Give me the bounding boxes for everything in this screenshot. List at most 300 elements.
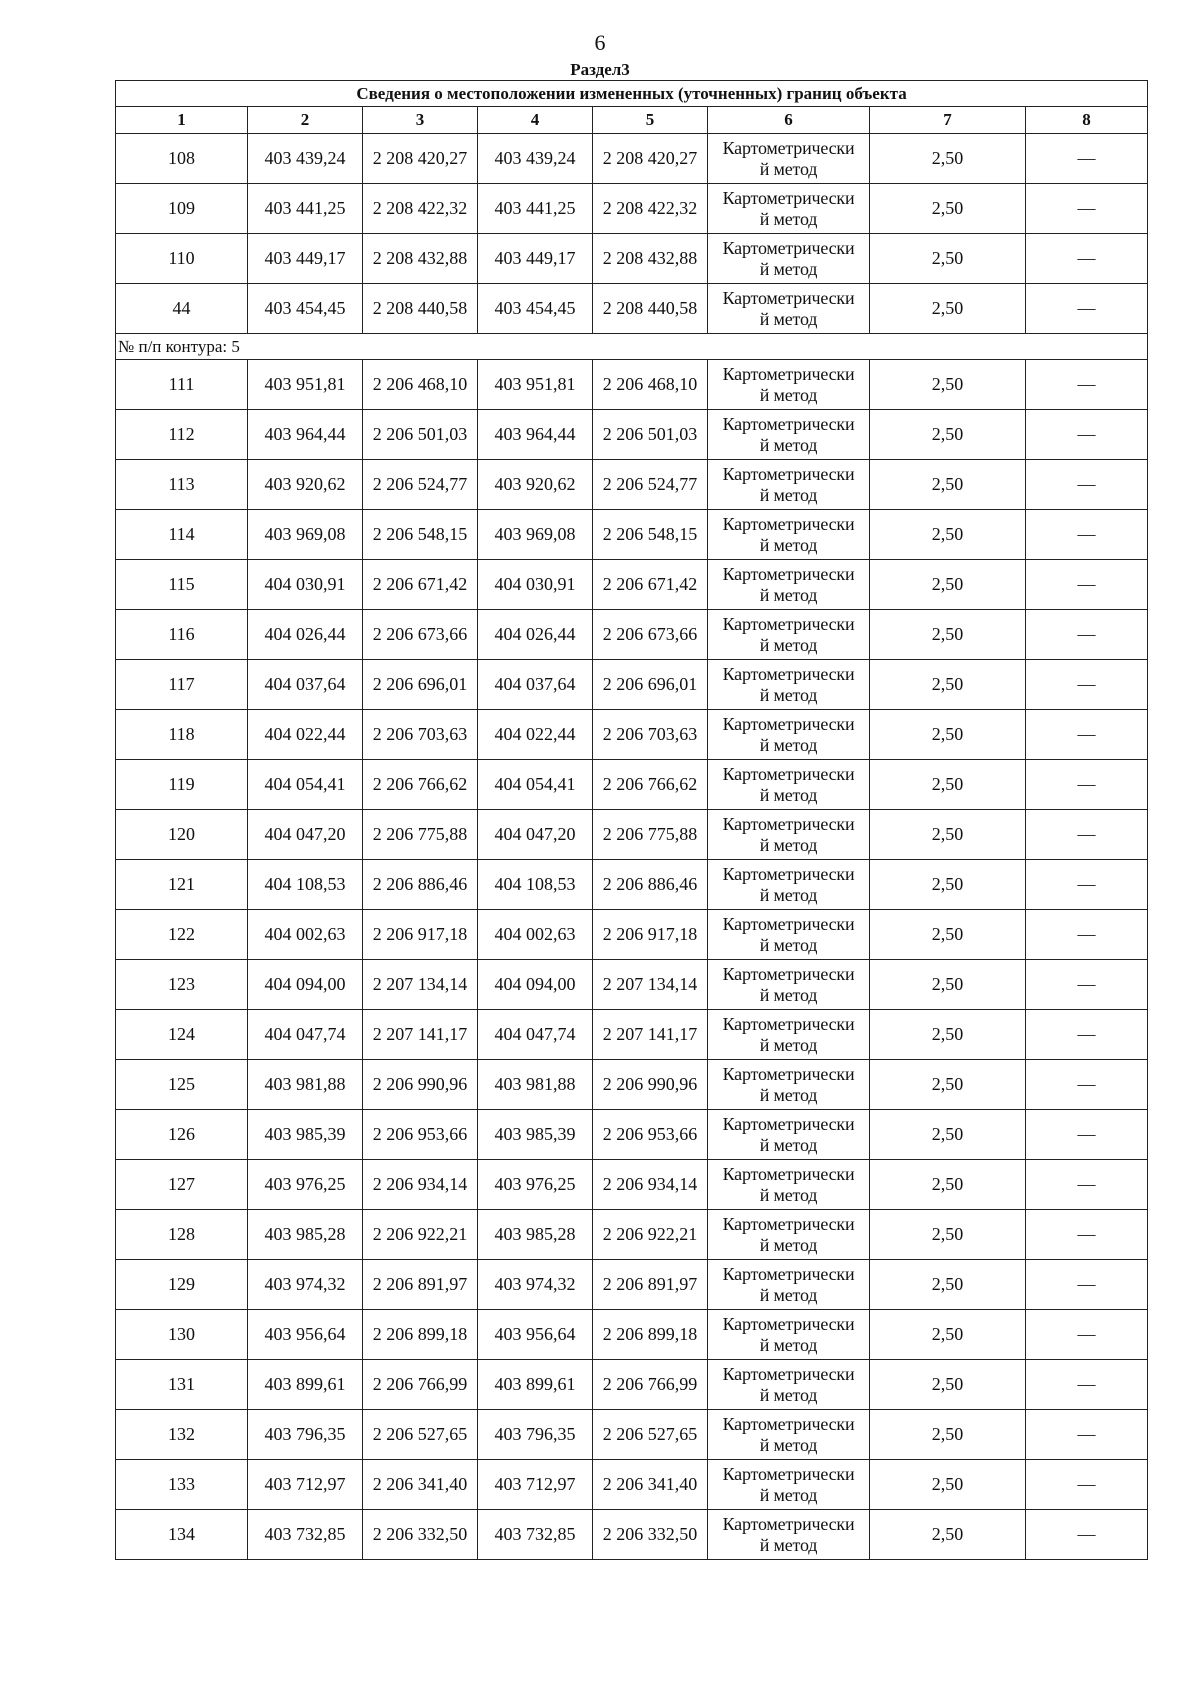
method-line-2: й метод bbox=[759, 258, 818, 279]
coord-x-new-cell: 403 956,64 bbox=[478, 1310, 593, 1360]
method-cell bbox=[708, 184, 870, 234]
method-line-1: Картометрически bbox=[722, 237, 855, 258]
coord-y-new-cell: 2 208 432,88 bbox=[593, 234, 708, 284]
method-line-2: й метод bbox=[759, 1334, 818, 1355]
accuracy-cell: 2,50 bbox=[870, 234, 1026, 284]
method-cell bbox=[708, 284, 870, 334]
accuracy-cell: 2,50 bbox=[870, 1310, 1026, 1360]
point-number-cell: 125 bbox=[116, 1060, 248, 1110]
point-number-cell: 124 bbox=[116, 1010, 248, 1060]
method-line-2: й метод bbox=[759, 1034, 818, 1055]
accuracy-cell: 2,50 bbox=[870, 184, 1026, 234]
coord-y-existing-cell: 2 206 990,96 bbox=[363, 1060, 478, 1110]
method-cell bbox=[708, 234, 870, 284]
coord-x-new-cell: 404 026,44 bbox=[478, 610, 593, 660]
coord-y-existing-cell: 2 208 432,88 bbox=[363, 234, 478, 284]
method-line-1: Картометрически bbox=[722, 713, 855, 734]
coord-x-new-cell: 404 047,74 bbox=[478, 1010, 593, 1060]
coord-y-existing-cell: 2 207 134,14 bbox=[363, 960, 478, 1010]
coord-x-new-cell: 403 976,25 bbox=[478, 1160, 593, 1210]
method-line-1: Картометрически bbox=[722, 1313, 855, 1334]
coord-y-existing-cell: 2 206 341,40 bbox=[363, 1460, 478, 1510]
coord-y-new-cell: 2 206 673,66 bbox=[593, 610, 708, 660]
description-cell: — bbox=[1026, 760, 1148, 810]
table-row bbox=[116, 1360, 1148, 1410]
method-line-1: Картометрически bbox=[722, 287, 855, 308]
coord-x-existing-cell: 403 712,97 bbox=[248, 1460, 363, 1510]
point-number-cell: 112 bbox=[116, 410, 248, 460]
coord-y-new-cell: 2 206 341,40 bbox=[593, 1460, 708, 1510]
description-cell: — bbox=[1026, 1410, 1148, 1460]
method-line-1: Картометрически bbox=[722, 1013, 855, 1034]
point-number-cell: 122 bbox=[116, 910, 248, 960]
accuracy-cell: 2,50 bbox=[870, 1210, 1026, 1260]
table-row bbox=[116, 810, 1148, 860]
method-line-1: Картометрически bbox=[722, 1063, 855, 1084]
coord-x-existing-cell: 403 969,08 bbox=[248, 510, 363, 560]
table-row bbox=[116, 510, 1148, 560]
description-cell: — bbox=[1026, 1160, 1148, 1210]
method-cell bbox=[708, 760, 870, 810]
method-line-2: й метод bbox=[759, 208, 818, 229]
description-cell: — bbox=[1026, 234, 1148, 284]
coord-y-existing-cell: 2 208 440,58 bbox=[363, 284, 478, 334]
coord-x-new-cell: 403 981,88 bbox=[478, 1060, 593, 1110]
method-line-2: й метод bbox=[759, 484, 818, 505]
table-row bbox=[116, 1010, 1148, 1060]
coord-y-new-cell: 2 206 524,77 bbox=[593, 460, 708, 510]
coord-x-existing-cell: 404 094,00 bbox=[248, 960, 363, 1010]
method-cell bbox=[708, 1160, 870, 1210]
method-line-2: й метод bbox=[759, 534, 818, 555]
column-number-row bbox=[116, 107, 1148, 134]
coord-y-existing-cell: 2 206 703,63 bbox=[363, 710, 478, 760]
method-line-2: й метод bbox=[759, 834, 818, 855]
coord-y-new-cell: 2 206 775,88 bbox=[593, 810, 708, 860]
coord-x-existing-cell: 403 976,25 bbox=[248, 1160, 363, 1210]
coord-x-new-cell: 403 969,08 bbox=[478, 510, 593, 560]
accuracy-cell: 2,50 bbox=[870, 1160, 1026, 1210]
method-line-2: й метод bbox=[759, 584, 818, 605]
coord-y-new-cell: 2 206 922,21 bbox=[593, 1210, 708, 1260]
accuracy-cell: 2,50 bbox=[870, 1260, 1026, 1310]
coord-x-existing-cell: 404 047,20 bbox=[248, 810, 363, 860]
method-line-2: й метод bbox=[759, 1134, 818, 1155]
coord-x-existing-cell: 404 026,44 bbox=[248, 610, 363, 660]
point-number-cell: 118 bbox=[116, 710, 248, 760]
column-number: 1 bbox=[116, 107, 248, 134]
contour-label: № п/п контура: 5 bbox=[116, 334, 1148, 360]
column-number: 6 bbox=[708, 107, 870, 134]
method-line-1: Картометрически bbox=[722, 463, 855, 484]
coord-y-new-cell: 2 206 886,46 bbox=[593, 860, 708, 910]
table-row bbox=[116, 410, 1148, 460]
coord-x-new-cell: 404 037,64 bbox=[478, 660, 593, 710]
coord-x-new-cell: 403 920,62 bbox=[478, 460, 593, 510]
point-number-cell: 113 bbox=[116, 460, 248, 510]
coord-y-new-cell: 2 207 141,17 bbox=[593, 1010, 708, 1060]
coord-x-new-cell: 403 985,28 bbox=[478, 1210, 593, 1260]
coord-x-existing-cell: 403 985,39 bbox=[248, 1110, 363, 1160]
method-cell bbox=[708, 860, 870, 910]
coord-y-existing-cell: 2 206 775,88 bbox=[363, 810, 478, 860]
table-row bbox=[116, 284, 1148, 334]
point-number-cell: 115 bbox=[116, 560, 248, 610]
description-cell: — bbox=[1026, 1260, 1148, 1310]
accuracy-cell: 2,50 bbox=[870, 560, 1026, 610]
coord-y-new-cell: 2 206 527,65 bbox=[593, 1410, 708, 1460]
coord-x-existing-cell: 403 899,61 bbox=[248, 1360, 363, 1410]
accuracy-cell: 2,50 bbox=[870, 1460, 1026, 1510]
description-cell: — bbox=[1026, 360, 1148, 410]
point-number-cell: 116 bbox=[116, 610, 248, 660]
method-line-1: Картометрически bbox=[722, 1213, 855, 1234]
method-cell bbox=[708, 1310, 870, 1360]
method-line-1: Картометрически bbox=[722, 363, 855, 384]
coord-x-new-cell: 403 899,61 bbox=[478, 1360, 593, 1410]
coord-y-new-cell: 2 206 766,62 bbox=[593, 760, 708, 810]
method-line-1: Картометрически bbox=[722, 1463, 855, 1484]
coord-y-new-cell: 2 206 703,63 bbox=[593, 710, 708, 760]
coord-x-new-cell: 404 108,53 bbox=[478, 860, 593, 910]
coord-x-existing-cell: 403 964,44 bbox=[248, 410, 363, 460]
description-cell: — bbox=[1026, 184, 1148, 234]
coord-x-existing-cell: 404 002,63 bbox=[248, 910, 363, 960]
coord-x-existing-cell: 403 985,28 bbox=[248, 1210, 363, 1260]
coord-x-existing-cell: 404 030,91 bbox=[248, 560, 363, 610]
coord-x-new-cell: 403 449,17 bbox=[478, 234, 593, 284]
method-line-1: Картометрически bbox=[722, 963, 855, 984]
table-row bbox=[116, 1210, 1148, 1260]
description-cell: — bbox=[1026, 460, 1148, 510]
coord-x-existing-cell: 403 732,85 bbox=[248, 1510, 363, 1560]
coord-x-new-cell: 403 974,32 bbox=[478, 1260, 593, 1310]
coord-y-existing-cell: 2 206 953,66 bbox=[363, 1110, 478, 1160]
table-row bbox=[116, 960, 1148, 1010]
accuracy-cell: 2,50 bbox=[870, 660, 1026, 710]
method-cell bbox=[708, 1410, 870, 1460]
coord-y-new-cell: 2 208 420,27 bbox=[593, 134, 708, 184]
column-number: 3 bbox=[363, 107, 478, 134]
description-cell: — bbox=[1026, 560, 1148, 610]
coord-x-existing-cell: 403 920,62 bbox=[248, 460, 363, 510]
description-cell: — bbox=[1026, 1360, 1148, 1410]
coord-y-existing-cell: 2 206 696,01 bbox=[363, 660, 478, 710]
method-cell bbox=[708, 1360, 870, 1410]
table-row bbox=[116, 1460, 1148, 1510]
point-number-cell: 126 bbox=[116, 1110, 248, 1160]
point-number-cell: 109 bbox=[116, 184, 248, 234]
method-line-1: Картометрически bbox=[722, 1513, 855, 1534]
method-line-1: Картометрически bbox=[722, 913, 855, 934]
description-cell: — bbox=[1026, 1460, 1148, 1510]
coord-y-existing-cell: 2 206 671,42 bbox=[363, 560, 478, 610]
description-cell: — bbox=[1026, 1210, 1148, 1260]
table-row bbox=[116, 234, 1148, 284]
table-row bbox=[116, 1260, 1148, 1310]
coord-x-new-cell: 403 951,81 bbox=[478, 360, 593, 410]
method-line-1: Картометрически bbox=[722, 1263, 855, 1284]
coord-y-existing-cell: 2 206 922,21 bbox=[363, 1210, 478, 1260]
point-number-cell: 110 bbox=[116, 234, 248, 284]
coord-y-existing-cell: 2 208 422,32 bbox=[363, 184, 478, 234]
column-number: 4 bbox=[478, 107, 593, 134]
table-row bbox=[116, 360, 1148, 410]
coord-y-new-cell: 2 206 917,18 bbox=[593, 910, 708, 960]
accuracy-cell: 2,50 bbox=[870, 1510, 1026, 1560]
coord-x-existing-cell: 404 047,74 bbox=[248, 1010, 363, 1060]
point-number-cell: 129 bbox=[116, 1260, 248, 1310]
accuracy-cell: 2,50 bbox=[870, 960, 1026, 1010]
point-number-cell: 133 bbox=[116, 1460, 248, 1510]
method-cell bbox=[708, 610, 870, 660]
coord-x-new-cell: 404 002,63 bbox=[478, 910, 593, 960]
table-body-before-contour bbox=[116, 134, 1148, 334]
point-number-cell: 119 bbox=[116, 760, 248, 810]
method-line-2: й метод bbox=[759, 634, 818, 655]
accuracy-cell: 2,50 bbox=[870, 410, 1026, 460]
table-row bbox=[116, 1110, 1148, 1160]
description-cell: — bbox=[1026, 960, 1148, 1010]
coord-y-existing-cell: 2 206 527,65 bbox=[363, 1410, 478, 1460]
description-cell: — bbox=[1026, 610, 1148, 660]
coord-y-new-cell: 2 206 899,18 bbox=[593, 1310, 708, 1360]
table-row bbox=[116, 1060, 1148, 1110]
coord-y-new-cell: 2 208 440,58 bbox=[593, 284, 708, 334]
column-number: 5 bbox=[593, 107, 708, 134]
coord-x-existing-cell: 403 449,17 bbox=[248, 234, 363, 284]
method-line-2: й метод bbox=[759, 684, 818, 705]
method-cell bbox=[708, 1060, 870, 1110]
table-caption-row bbox=[116, 81, 1148, 107]
coord-x-new-cell: 403 796,35 bbox=[478, 1410, 593, 1460]
description-cell: — bbox=[1026, 410, 1148, 460]
method-line-1: Картометрически bbox=[722, 763, 855, 784]
point-number-cell: 123 bbox=[116, 960, 248, 1010]
coord-x-new-cell: 403 712,97 bbox=[478, 1460, 593, 1510]
method-line-1: Картометрически bbox=[722, 563, 855, 584]
point-number-cell: 44 bbox=[116, 284, 248, 334]
column-number: 8 bbox=[1026, 107, 1148, 134]
description-cell: — bbox=[1026, 810, 1148, 860]
method-cell bbox=[708, 510, 870, 560]
coord-x-new-cell: 403 732,85 bbox=[478, 1510, 593, 1560]
coord-y-existing-cell: 2 206 917,18 bbox=[363, 910, 478, 960]
method-cell bbox=[708, 460, 870, 510]
boundary-coordinates-table bbox=[115, 80, 1148, 1560]
coord-x-new-cell: 403 985,39 bbox=[478, 1110, 593, 1160]
method-cell bbox=[708, 134, 870, 184]
method-line-2: й метод bbox=[759, 1284, 818, 1305]
point-number-cell: 117 bbox=[116, 660, 248, 710]
coord-x-new-cell: 404 022,44 bbox=[478, 710, 593, 760]
point-number-cell: 131 bbox=[116, 1360, 248, 1410]
accuracy-cell: 2,50 bbox=[870, 760, 1026, 810]
method-line-2: й метод bbox=[759, 308, 818, 329]
coord-y-new-cell: 2 208 422,32 bbox=[593, 184, 708, 234]
accuracy-cell: 2,50 bbox=[870, 134, 1026, 184]
method-line-1: Картометрически bbox=[722, 663, 855, 684]
accuracy-cell: 2,50 bbox=[870, 860, 1026, 910]
method-cell bbox=[708, 810, 870, 860]
method-line-2: й метод bbox=[759, 884, 818, 905]
point-number-cell: 111 bbox=[116, 360, 248, 410]
method-cell bbox=[708, 1210, 870, 1260]
contour-section bbox=[116, 334, 1148, 360]
method-line-2: й метод bbox=[759, 1384, 818, 1405]
coord-x-existing-cell: 403 956,64 bbox=[248, 1310, 363, 1360]
coord-y-existing-cell: 2 206 524,77 bbox=[363, 460, 478, 510]
table-row bbox=[116, 660, 1148, 710]
method-line-2: й метод bbox=[759, 1184, 818, 1205]
method-cell bbox=[708, 560, 870, 610]
method-line-2: й метод bbox=[759, 384, 818, 405]
description-cell: — bbox=[1026, 1110, 1148, 1160]
point-number-cell: 127 bbox=[116, 1160, 248, 1210]
section-title: Раздел3 bbox=[570, 60, 630, 79]
method-line-2: й метод bbox=[759, 1084, 818, 1105]
accuracy-cell: 2,50 bbox=[870, 1410, 1026, 1460]
method-line-1: Картометрически bbox=[722, 187, 855, 208]
method-cell bbox=[708, 960, 870, 1010]
point-number-cell: 108 bbox=[116, 134, 248, 184]
coord-x-existing-cell: 404 054,41 bbox=[248, 760, 363, 810]
coord-y-existing-cell: 2 206 548,15 bbox=[363, 510, 478, 560]
table-row bbox=[116, 1510, 1148, 1560]
description-cell: — bbox=[1026, 284, 1148, 334]
point-number-cell: 114 bbox=[116, 510, 248, 560]
method-line-1: Картометрически bbox=[722, 1163, 855, 1184]
accuracy-cell: 2,50 bbox=[870, 284, 1026, 334]
coord-y-existing-cell: 2 207 141,17 bbox=[363, 1010, 478, 1060]
method-line-2: й метод bbox=[759, 1484, 818, 1505]
description-cell: — bbox=[1026, 860, 1148, 910]
coord-y-new-cell: 2 206 696,01 bbox=[593, 660, 708, 710]
coord-y-new-cell: 2 206 332,50 bbox=[593, 1510, 708, 1560]
table-row bbox=[116, 1410, 1148, 1460]
method-line-2: й метод bbox=[759, 158, 818, 179]
accuracy-cell: 2,50 bbox=[870, 610, 1026, 660]
accuracy-cell: 2,50 bbox=[870, 510, 1026, 560]
accuracy-cell: 2,50 bbox=[870, 1360, 1026, 1410]
table-caption: Сведения о местоположении измененных (уточненных) границ объекта bbox=[116, 81, 1148, 107]
method-cell bbox=[708, 360, 870, 410]
contour-row bbox=[116, 334, 1148, 360]
description-cell: — bbox=[1026, 1010, 1148, 1060]
method-line-1: Картометрически bbox=[722, 513, 855, 534]
coord-x-existing-cell: 403 951,81 bbox=[248, 360, 363, 410]
coord-y-existing-cell: 2 206 501,03 bbox=[363, 410, 478, 460]
table-row bbox=[116, 610, 1148, 660]
coord-y-existing-cell: 2 206 468,10 bbox=[363, 360, 478, 410]
point-number-cell: 121 bbox=[116, 860, 248, 910]
coord-y-new-cell: 2 206 766,99 bbox=[593, 1360, 708, 1410]
method-line-1: Картометрически bbox=[722, 1413, 855, 1434]
method-line-2: й метод bbox=[759, 734, 818, 755]
coord-x-new-cell: 403 441,25 bbox=[478, 184, 593, 234]
method-line-2: й метод bbox=[759, 934, 818, 955]
point-number-cell: 130 bbox=[116, 1310, 248, 1360]
coord-y-new-cell: 2 206 468,10 bbox=[593, 360, 708, 410]
table-row bbox=[116, 134, 1148, 184]
method-cell bbox=[708, 410, 870, 460]
description-cell: — bbox=[1026, 510, 1148, 560]
coord-y-new-cell: 2 206 501,03 bbox=[593, 410, 708, 460]
coord-x-existing-cell: 404 037,64 bbox=[248, 660, 363, 710]
method-cell bbox=[708, 710, 870, 760]
coord-x-existing-cell: 403 974,32 bbox=[248, 1260, 363, 1310]
method-cell bbox=[708, 660, 870, 710]
coord-y-existing-cell: 2 206 332,50 bbox=[363, 1510, 478, 1560]
description-cell: — bbox=[1026, 1510, 1148, 1560]
coord-y-new-cell: 2 206 891,97 bbox=[593, 1260, 708, 1310]
coord-x-new-cell: 403 439,24 bbox=[478, 134, 593, 184]
description-cell: — bbox=[1026, 710, 1148, 760]
method-cell bbox=[708, 1110, 870, 1160]
coord-y-new-cell: 2 206 548,15 bbox=[593, 510, 708, 560]
coord-y-existing-cell: 2 208 420,27 bbox=[363, 134, 478, 184]
coord-y-existing-cell: 2 206 766,99 bbox=[363, 1360, 478, 1410]
column-number: 7 bbox=[870, 107, 1026, 134]
table-row bbox=[116, 560, 1148, 610]
method-cell bbox=[708, 1460, 870, 1510]
coord-x-new-cell: 404 030,91 bbox=[478, 560, 593, 610]
table-row bbox=[116, 860, 1148, 910]
table-row bbox=[116, 1310, 1148, 1360]
coord-x-new-cell: 404 054,41 bbox=[478, 760, 593, 810]
coord-y-existing-cell: 2 206 886,46 bbox=[363, 860, 478, 910]
table-row bbox=[116, 710, 1148, 760]
coord-y-existing-cell: 2 206 766,62 bbox=[363, 760, 478, 810]
table-row bbox=[116, 760, 1148, 810]
method-line-1: Картометрически bbox=[722, 1113, 855, 1134]
coord-x-new-cell: 404 094,00 bbox=[478, 960, 593, 1010]
description-cell: — bbox=[1026, 1060, 1148, 1110]
method-line-1: Картометрически bbox=[722, 613, 855, 634]
coord-x-existing-cell: 403 439,24 bbox=[248, 134, 363, 184]
method-cell bbox=[708, 1510, 870, 1560]
method-cell bbox=[708, 910, 870, 960]
accuracy-cell: 2,50 bbox=[870, 1060, 1026, 1110]
method-line-2: й метод bbox=[759, 984, 818, 1005]
table-row bbox=[116, 184, 1148, 234]
coord-y-new-cell: 2 207 134,14 bbox=[593, 960, 708, 1010]
method-line-2: й метод bbox=[759, 434, 818, 455]
coord-x-existing-cell: 404 022,44 bbox=[248, 710, 363, 760]
method-line-1: Картометрически bbox=[722, 863, 855, 884]
coord-x-existing-cell: 403 441,25 bbox=[248, 184, 363, 234]
page-number: 6 bbox=[594, 30, 606, 55]
coord-x-existing-cell: 404 108,53 bbox=[248, 860, 363, 910]
point-number-cell: 120 bbox=[116, 810, 248, 860]
description-cell: — bbox=[1026, 660, 1148, 710]
coord-y-existing-cell: 2 206 934,14 bbox=[363, 1160, 478, 1210]
coord-y-existing-cell: 2 206 899,18 bbox=[363, 1310, 478, 1360]
description-cell: — bbox=[1026, 1310, 1148, 1360]
table-body-after-contour bbox=[116, 360, 1148, 1560]
method-cell bbox=[708, 1260, 870, 1310]
method-line-1: Картометрически bbox=[722, 1363, 855, 1384]
point-number-cell: 132 bbox=[116, 1410, 248, 1460]
accuracy-cell: 2,50 bbox=[870, 460, 1026, 510]
coord-x-existing-cell: 403 981,88 bbox=[248, 1060, 363, 1110]
coord-y-new-cell: 2 206 934,14 bbox=[593, 1160, 708, 1210]
coord-x-new-cell: 403 454,45 bbox=[478, 284, 593, 334]
coord-x-new-cell: 403 964,44 bbox=[478, 410, 593, 460]
coord-y-existing-cell: 2 206 673,66 bbox=[363, 610, 478, 660]
point-number-cell: 128 bbox=[116, 1210, 248, 1260]
accuracy-cell: 2,50 bbox=[870, 1110, 1026, 1160]
